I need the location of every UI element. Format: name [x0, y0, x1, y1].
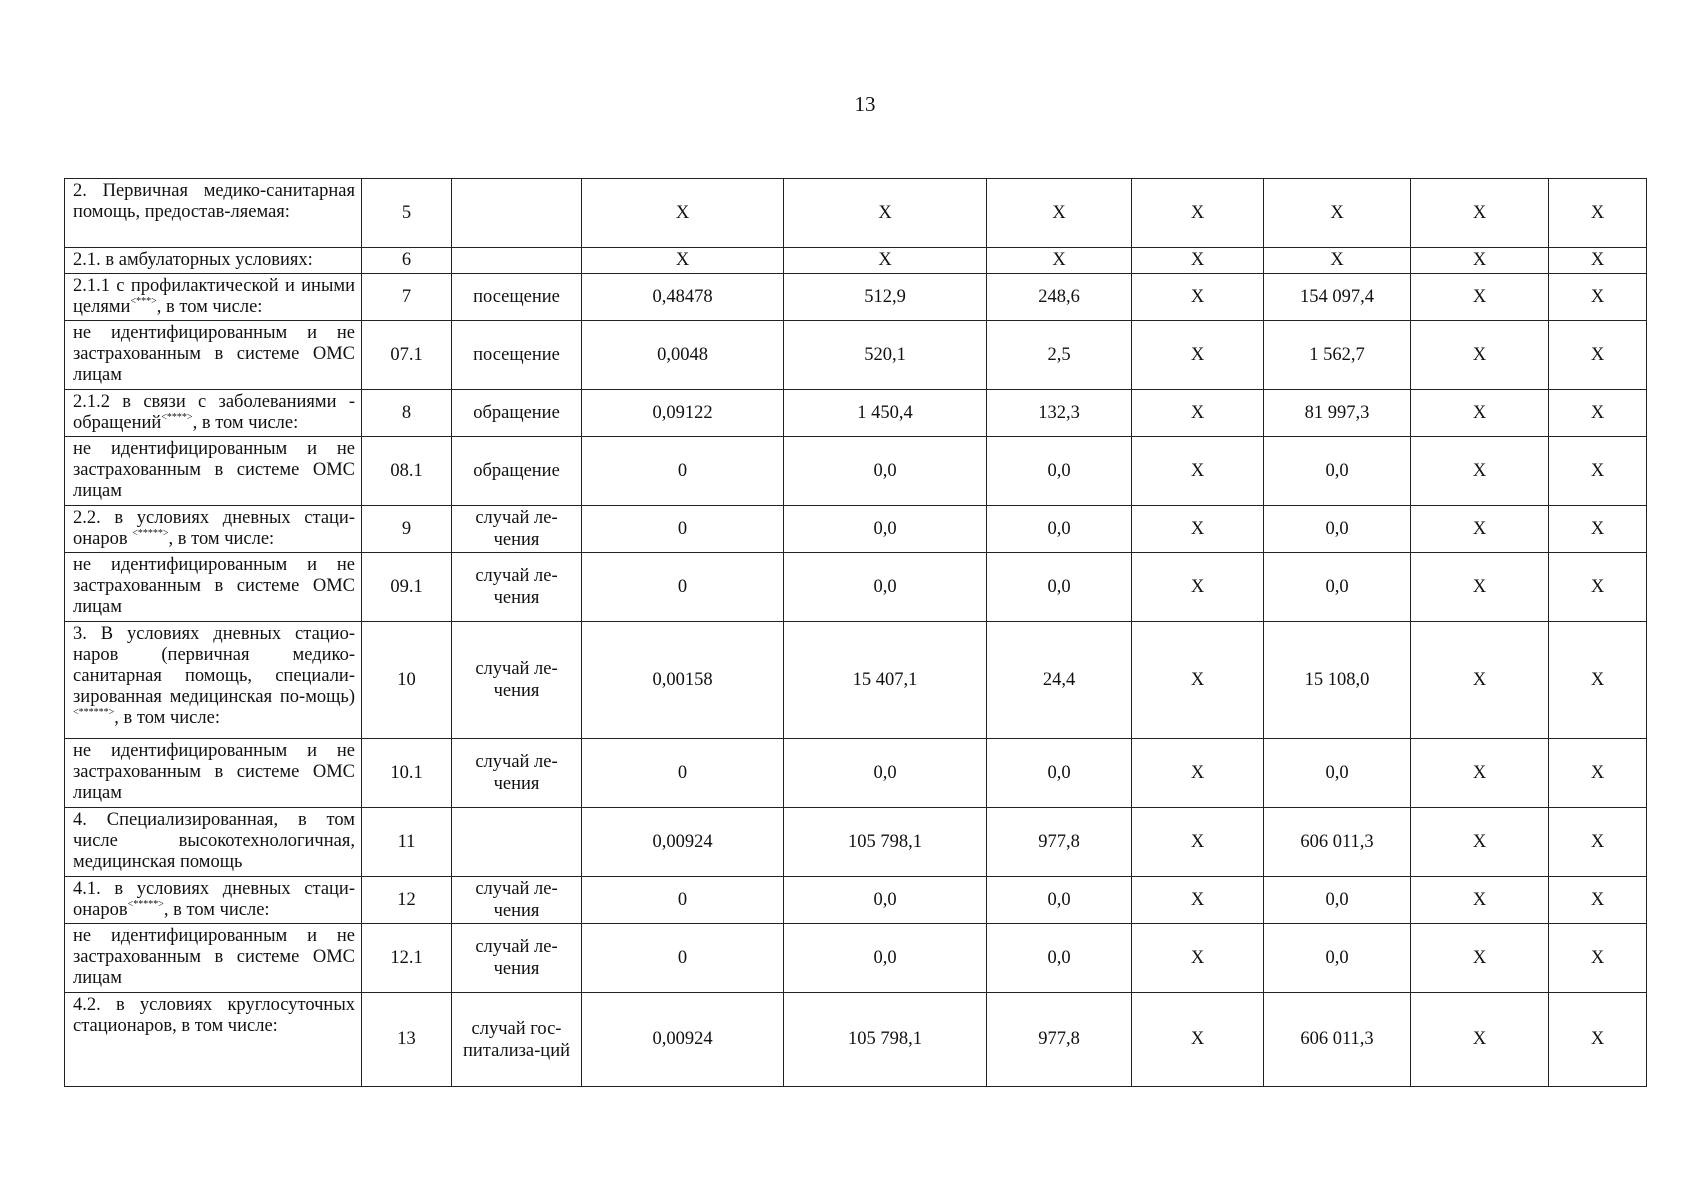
row-unit: обращение — [452, 390, 582, 437]
value-cell-col-6: X — [1411, 739, 1549, 808]
indicator-name-text: 4.2. в условиях круглосуточных стационаров, в том числе: — [73, 995, 355, 1036]
value-cell-col-6: X — [1411, 248, 1549, 274]
value-cell-col-2: 1 450,4 — [784, 390, 987, 437]
indicator-name-text: 2.1.2 в связи с заболеваниями - обращений — [73, 392, 355, 433]
value-cell-col-4: X — [1132, 437, 1264, 506]
value-cell-col-3: X — [987, 179, 1132, 248]
row-indicator-name — [65, 622, 362, 739]
table-row — [65, 274, 1647, 321]
value-cell-col-6: X — [1411, 179, 1549, 248]
row-indicator-name — [65, 321, 362, 390]
row-indicator-name — [65, 553, 362, 622]
value-cell-col-4: X — [1132, 179, 1264, 248]
value-cell-col-4: X — [1132, 993, 1264, 1087]
value-cell-col-1: 0 — [582, 924, 784, 993]
value-cell-col-7: X — [1549, 274, 1647, 321]
value-cell-col-3: 248,6 — [987, 274, 1132, 321]
value-cell-col-3: 0,0 — [987, 924, 1132, 993]
value-cell-col-1: 0 — [582, 437, 784, 506]
value-cell-col-5: X — [1264, 179, 1411, 248]
value-cell-col-3: 0,0 — [987, 877, 1132, 924]
value-cell-col-2: 0,0 — [784, 877, 987, 924]
value-cell-col-4: X — [1132, 924, 1264, 993]
row-code: 08.1 — [362, 437, 452, 506]
row-unit: случай ле-чения — [452, 622, 582, 739]
value-cell-col-1: 0,0048 — [582, 321, 784, 390]
value-cell-col-3: 132,3 — [987, 390, 1132, 437]
row-code: 07.1 — [362, 321, 452, 390]
value-cell-col-1: 0,48478 — [582, 274, 784, 321]
value-cell-col-7: X — [1549, 622, 1647, 739]
row-indicator-name — [65, 437, 362, 506]
value-cell-col-3: 977,8 — [987, 993, 1132, 1087]
value-cell-col-4: X — [1132, 553, 1264, 622]
row-unit: посещение — [452, 274, 582, 321]
value-cell-col-5: 154 097,4 — [1264, 274, 1411, 321]
row-unit: случай ле-чения — [452, 506, 582, 553]
value-cell-col-3: 0,0 — [987, 506, 1132, 553]
row-indicator-name — [65, 390, 362, 437]
value-cell-col-4: X — [1132, 622, 1264, 739]
value-cell-col-6: X — [1411, 877, 1549, 924]
table-row — [65, 390, 1647, 437]
value-cell-col-5: 0,0 — [1264, 924, 1411, 993]
row-unit: случай ле-чения — [452, 877, 582, 924]
value-cell-col-1: 0 — [582, 553, 784, 622]
value-cell-col-1: 0,00924 — [582, 808, 784, 877]
value-cell-col-3: 0,0 — [987, 553, 1132, 622]
row-code: 11 — [362, 808, 452, 877]
row-indicator-name — [65, 274, 362, 321]
row-code: 12.1 — [362, 924, 452, 993]
value-cell-col-2: 105 798,1 — [784, 993, 987, 1087]
value-cell-col-1: 0 — [582, 877, 784, 924]
value-cell-col-2: 0,0 — [784, 553, 987, 622]
value-cell-col-6: X — [1411, 993, 1549, 1087]
value-cell-col-7: X — [1549, 248, 1647, 274]
row-indicator-name — [65, 506, 362, 553]
value-cell-col-7: X — [1549, 390, 1647, 437]
row-code: 6 — [362, 248, 452, 274]
value-cell-col-7: X — [1549, 739, 1647, 808]
value-cell-col-5: 1 562,7 — [1264, 321, 1411, 390]
table-row — [65, 739, 1647, 808]
table-row — [65, 924, 1647, 993]
page-number: 13 — [854, 92, 876, 116]
indicator-name-text: 2.1.1 с профилактической и иными целями — [73, 276, 355, 317]
value-cell-col-7: X — [1549, 877, 1647, 924]
value-cell-col-4: X — [1132, 506, 1264, 553]
value-cell-col-5: 15 108,0 — [1264, 622, 1411, 739]
value-cell-col-4: X — [1132, 274, 1264, 321]
value-cell-col-1: X — [582, 248, 784, 274]
row-code: 09.1 — [362, 553, 452, 622]
value-cell-col-7: X — [1549, 179, 1647, 248]
row-code: 8 — [362, 390, 452, 437]
indicator-name-suffix: , в том числе: — [114, 708, 220, 728]
value-cell-col-2: X — [784, 179, 987, 248]
indicator-name-text: 2.1. в амбулаторных условиях: — [73, 250, 313, 270]
indicator-name-suffix: , в том числе: — [168, 529, 275, 549]
row-unit — [452, 179, 582, 248]
value-cell-col-5: 0,0 — [1264, 739, 1411, 808]
table-row — [65, 437, 1647, 506]
value-cell-col-1: 0,00924 — [582, 993, 784, 1087]
value-cell-col-4: X — [1132, 390, 1264, 437]
row-indicator-name — [65, 248, 362, 274]
table-row — [65, 622, 1647, 739]
value-cell-col-6: X — [1411, 924, 1549, 993]
value-cell-col-5: 0,0 — [1264, 553, 1411, 622]
row-code: 7 — [362, 274, 452, 321]
value-cell-col-7: X — [1549, 437, 1647, 506]
value-cell-col-2: 0,0 — [784, 739, 987, 808]
value-cell-col-5: 0,0 — [1264, 506, 1411, 553]
row-unit: посещение — [452, 321, 582, 390]
value-cell-col-7: X — [1549, 506, 1647, 553]
row-unit — [452, 248, 582, 274]
value-cell-col-1: 0,00158 — [582, 622, 784, 739]
footnote-marker: <***> — [130, 296, 157, 307]
value-cell-col-2: 0,0 — [784, 924, 987, 993]
indicator-name-suffix: , в том числе: — [192, 413, 299, 433]
value-cell-col-3: X — [987, 248, 1132, 274]
row-code: 10.1 — [362, 739, 452, 808]
value-cell-col-2: 520,1 — [784, 321, 987, 390]
indicator-name-text: не идентифицированным и не застрахованным в системе ОМС лицам — [73, 926, 355, 988]
table-row — [65, 808, 1647, 877]
table-row — [65, 877, 1647, 924]
value-cell-col-2: 512,9 — [784, 274, 987, 321]
value-cell-col-3: 977,8 — [987, 808, 1132, 877]
medical-care-volume-table — [64, 178, 1647, 1087]
row-indicator-name — [65, 877, 362, 924]
row-code: 13 — [362, 993, 452, 1087]
value-cell-col-6: X — [1411, 553, 1549, 622]
value-cell-col-6: X — [1411, 622, 1549, 739]
indicator-name-text: не идентифицированным и не застрахованным в системе ОМС лицам — [73, 741, 355, 803]
value-cell-col-1: X — [582, 179, 784, 248]
table-row — [65, 506, 1647, 553]
row-code: 5 — [362, 179, 452, 248]
value-cell-col-4: X — [1132, 739, 1264, 808]
indicator-name-text: не идентифицированным и не застрахованным в системе ОМС лицам — [73, 439, 355, 501]
value-cell-col-7: X — [1549, 808, 1647, 877]
row-unit — [452, 808, 582, 877]
value-cell-col-5: X — [1264, 248, 1411, 274]
value-cell-col-4: X — [1132, 808, 1264, 877]
value-cell-col-6: X — [1411, 390, 1549, 437]
row-code: 12 — [362, 877, 452, 924]
value-cell-col-3: 2,5 — [987, 321, 1132, 390]
table-row — [65, 248, 1647, 274]
indicator-name-text: 4. Специализированная, в том числе высокотехнологичная, медицинская помощь — [73, 810, 355, 872]
row-indicator-name — [65, 924, 362, 993]
indicator-name-text: 2. Первичная медико-санитарная помощь, предостав-ляемая: — [73, 181, 355, 222]
value-cell-col-1: 0 — [582, 739, 784, 808]
table-row — [65, 321, 1647, 390]
row-unit: случай гос-питализа-ций — [452, 993, 582, 1087]
value-cell-col-5: 606 011,3 — [1264, 808, 1411, 877]
indicator-name-text: 3. В условиях дневных стацио-наров (первичная медико-санитарная помощь, специали-зированная медицинская по-мощь) — [73, 624, 355, 707]
value-cell-col-7: X — [1549, 993, 1647, 1087]
row-code: 10 — [362, 622, 452, 739]
value-cell-col-7: X — [1549, 553, 1647, 622]
table-body — [65, 179, 1647, 1087]
value-cell-col-3: 24,4 — [987, 622, 1132, 739]
value-cell-col-5: 0,0 — [1264, 877, 1411, 924]
row-indicator-name — [65, 739, 362, 808]
row-unit: случай ле-чения — [452, 739, 582, 808]
indicator-name-text: 2.2. в условиях дневных стаци-онаров — [73, 508, 355, 549]
value-cell-col-6: X — [1411, 274, 1549, 321]
value-cell-col-6: X — [1411, 506, 1549, 553]
indicator-name-suffix: , в том числе: — [163, 900, 270, 920]
value-cell-col-1: 0,09122 — [582, 390, 784, 437]
value-cell-col-6: X — [1411, 437, 1549, 506]
value-cell-col-2: X — [784, 248, 987, 274]
row-indicator-name — [65, 808, 362, 877]
value-cell-col-7: X — [1549, 321, 1647, 390]
table-row — [65, 993, 1647, 1087]
value-cell-col-5: 606 011,3 — [1264, 993, 1411, 1087]
value-cell-col-2: 0,0 — [784, 506, 987, 553]
value-cell-col-4: X — [1132, 877, 1264, 924]
row-unit: случай ле-чения — [452, 553, 582, 622]
indicator-name-suffix: , в том числе: — [156, 297, 263, 317]
value-cell-col-5: 81 997,3 — [1264, 390, 1411, 437]
value-cell-col-5: 0,0 — [1264, 437, 1411, 506]
footnote-marker: <*****> — [127, 899, 164, 910]
value-cell-col-6: X — [1411, 808, 1549, 877]
value-cell-col-4: X — [1132, 248, 1264, 274]
indicator-name-text: не идентифицированным и не застрахованным в системе ОМС лицам — [73, 323, 355, 385]
table-row — [65, 179, 1647, 248]
indicator-name-text: 4.1. в условиях дневных стаци-онаров — [73, 879, 355, 920]
row-indicator-name — [65, 179, 362, 248]
row-code: 9 — [362, 506, 452, 553]
row-unit: случай ле-чения — [452, 924, 582, 993]
table-row — [65, 553, 1647, 622]
footnote-marker: <*****> — [132, 528, 169, 539]
value-cell-col-6: X — [1411, 321, 1549, 390]
footnote-marker: <******> — [73, 707, 115, 718]
footnote-marker: <****> — [161, 412, 193, 423]
row-unit: обращение — [452, 437, 582, 506]
value-cell-col-2: 15 407,1 — [784, 622, 987, 739]
value-cell-col-7: X — [1549, 924, 1647, 993]
value-cell-col-2: 0,0 — [784, 437, 987, 506]
value-cell-col-3: 0,0 — [987, 437, 1132, 506]
value-cell-col-2: 105 798,1 — [784, 808, 987, 877]
indicator-name-text: не идентифицированным и не застрахованным в системе ОМС лицам — [73, 555, 355, 617]
row-indicator-name — [65, 993, 362, 1087]
value-cell-col-1: 0 — [582, 506, 784, 553]
value-cell-col-4: X — [1132, 321, 1264, 390]
value-cell-col-3: 0,0 — [987, 739, 1132, 808]
